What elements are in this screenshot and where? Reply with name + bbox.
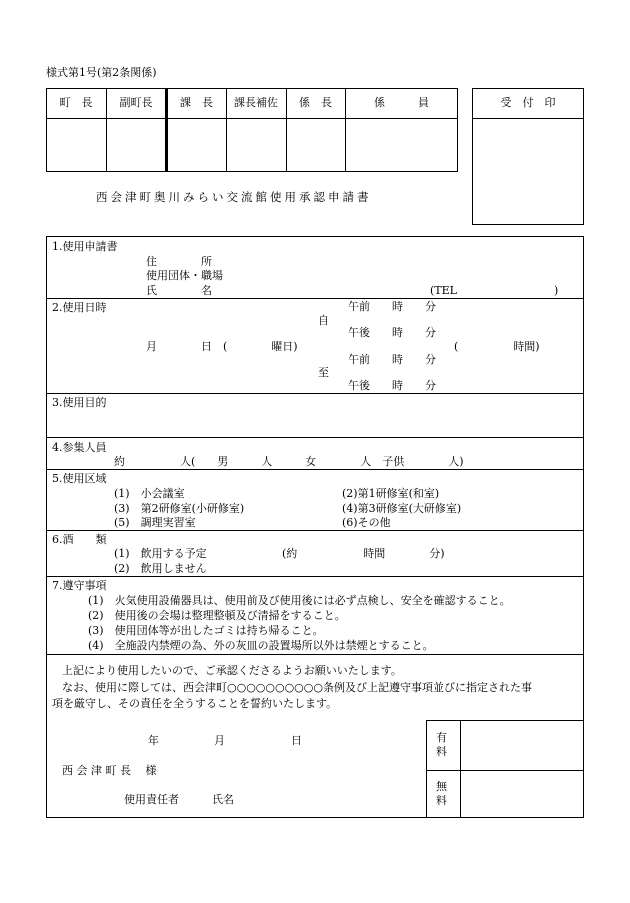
section-1-heading: 1.使用申請書 [52,240,118,253]
form-title: 西会津町奥川みらい交流館使用承認申請書 [96,190,372,204]
alcohol-option-1: (1) 飲用する予定 [114,547,207,560]
fee-free-label: 無料 [436,780,447,807]
section-2-heading: 2.使用日時 [52,301,107,314]
rule-item: (2) 使用後の会場は整理整頓及び清掃をすること。 [88,609,346,622]
section-6-heading: 6.酒 類 [52,533,107,546]
alcohol-duration: (約 時間 分) [282,547,445,560]
tel-close: ) [554,284,559,297]
section-4-heading: 4.参集人員 [52,441,107,454]
header-section-chief: 課 長 [180,96,213,109]
header-deputy-mayor: 副町長 [119,96,153,109]
end-pm: 午後 時 分 [348,379,436,392]
area-item: (1) 小会議室 [114,487,185,500]
header-staff: 係 員 [374,96,429,109]
end-am: 午前 時 分 [348,353,436,366]
attendance-line: 約 人( 男 人 女 人 子供 人) [114,455,464,468]
area-item: (6)その他 [342,516,391,529]
to-label: 至 [318,366,329,379]
addressee: 西 会 津 町 長 様 [62,764,157,777]
fee-paid-label: 有料 [436,731,447,758]
reception-label: 受 付 印 [500,96,556,109]
declaration-line-1: 上記により使用したいので、ご承認くださるようお願いいたします。 [62,664,402,677]
area-item: (3) 第2研修室(小研修室) [114,502,245,515]
section-7-heading: 7.遵守事項 [52,579,107,592]
sign-date: 年 月 日 [148,734,302,747]
hours-line: ( 時間) [454,340,540,353]
form-label: 様式第1号(第2条関係) [46,66,157,79]
declaration-line-3: 項を厳守し、その責任を全うすることを誓約いたします。 [52,697,338,710]
tel-label: (TEL [430,284,457,297]
from-label: 自 [318,314,329,327]
header-mayor: 町 長 [59,96,93,109]
area-item: (5) 調理実習室 [114,516,196,529]
section-5-heading: 5.使用区域 [52,472,107,485]
alcohol-option-2: (2) 飲用しません [114,562,207,575]
header-assistant-chief: 課長補佐 [234,96,278,109]
date-line: 月 日 ( 曜日) [146,340,298,353]
area-item: (4)第3研修室(大研修室) [342,502,462,515]
start-am: 午前 時 分 [348,300,436,313]
responsible-person: 使用責任者 氏名 [124,793,234,806]
rule-item: (1) 火気使用設備器具は、使用前及び使用後には必ず点検し、安全を確認すること。 [88,594,511,607]
address-label: 住 所 [146,255,212,268]
group-label: 使用団体・職場 [146,269,223,282]
start-pm: 午後 時 分 [348,326,436,339]
rule-item: (4) 全施設内禁煙の為、外の灰皿の設置場所以外は禁煙とすること。 [88,639,434,652]
rule-item: (3) 使用団体等が出したゴミは持ち帰ること。 [88,624,324,637]
section-3-heading: 3.使用目的 [52,396,107,409]
name-label: 氏 名 [146,284,212,297]
area-item: (2)第1研修室(和室) [342,487,440,500]
declaration-line-2: なお、使用に際しては、西会津町○○○○○○○○○○条例及び上記遵守事項並びに指定された事 [62,681,532,694]
header-unit-chief: 係 長 [299,96,332,109]
